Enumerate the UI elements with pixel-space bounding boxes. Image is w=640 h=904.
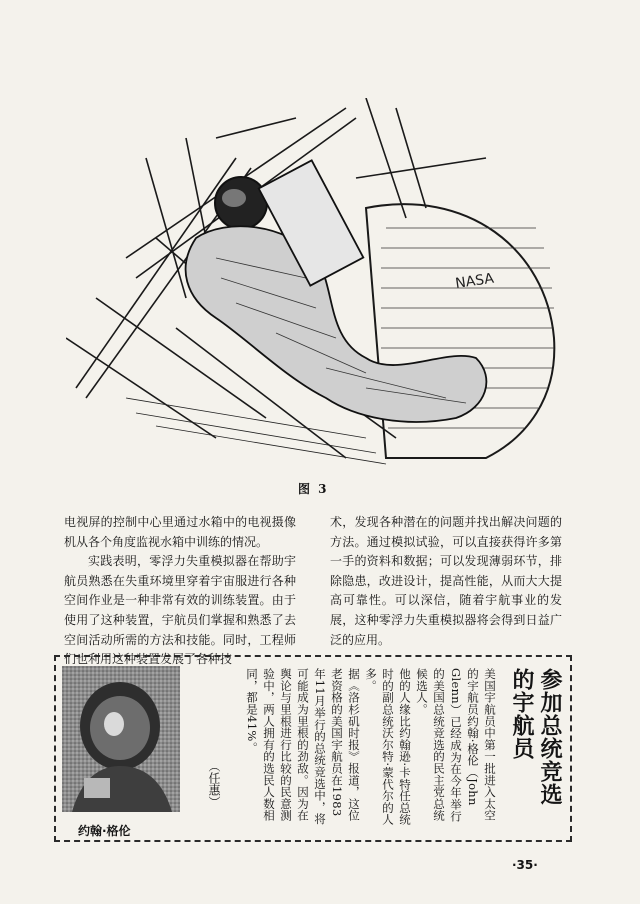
sidebar-paragraph: 据《洛杉矶时报》报道，这位老资格的美国宇航员在1983年11月举行的总统竞选中，将可能成为里根的劲敌。因为在舆论与里根进行比较的民意测验中，两人拥有的选民人数相同，都是41%。: [245, 668, 361, 825]
figure-caption: 图 3: [298, 482, 329, 496]
page-number: ·35·: [512, 858, 538, 872]
article-paragraph: 实践表明，零浮力失重模拟器在帮助宇航员熟悉在失重环境里穿着宇宙服进行各种空间作业是一种非常有效的训练装置。由于使用了这种装置，宇航员们掌握和熟悉了去空间活动所需的方法和技能。同时，工程师们也利用这种装置发展了各种技: [64, 554, 296, 667]
sidebar-paragraph: 美国宇航员中第一批进入太空的宇航员约翰·格伦（John Glenn）已经成为在今年举行的美国总统竞选的民主党总统候选人。: [415, 668, 497, 822]
astronaut-illustration: [66, 98, 564, 470]
sidebar-paragraph: 他的人缘比约翰逊·卡特任总统时的副总统沃尔特·蒙代尔的人多。: [364, 668, 412, 826]
portrait-photo: [62, 666, 180, 812]
sidebar-body: [222, 668, 498, 828]
article-left-column: [64, 513, 296, 670]
sidebar-title: 参加总统竞选的宇航员: [509, 668, 563, 806]
article-paragraph: 电视屏的控制中心里通过水箱中的电视摄像机从各个角度监视水箱中训练的情况。: [64, 515, 296, 549]
article-paragraph: 术，发现各种潜在的问题并找出解决问题的方法。通过模拟试验，可以直接获得许多第一手的资料和数据；可以发现薄弱环节，排除隐患，改进设计，提高性能，从而大大提高可靠性。可以深信，随着宇航事业的发展，这种零浮力失重模拟器将会得到日益广泛的应用。: [330, 515, 562, 647]
svg-text:NASA: NASA: [454, 270, 495, 292]
article-right-column: [330, 513, 562, 650]
photo-caption: 约翰·格伦: [78, 824, 131, 838]
sidebar-author: （任惠）: [207, 760, 221, 808]
